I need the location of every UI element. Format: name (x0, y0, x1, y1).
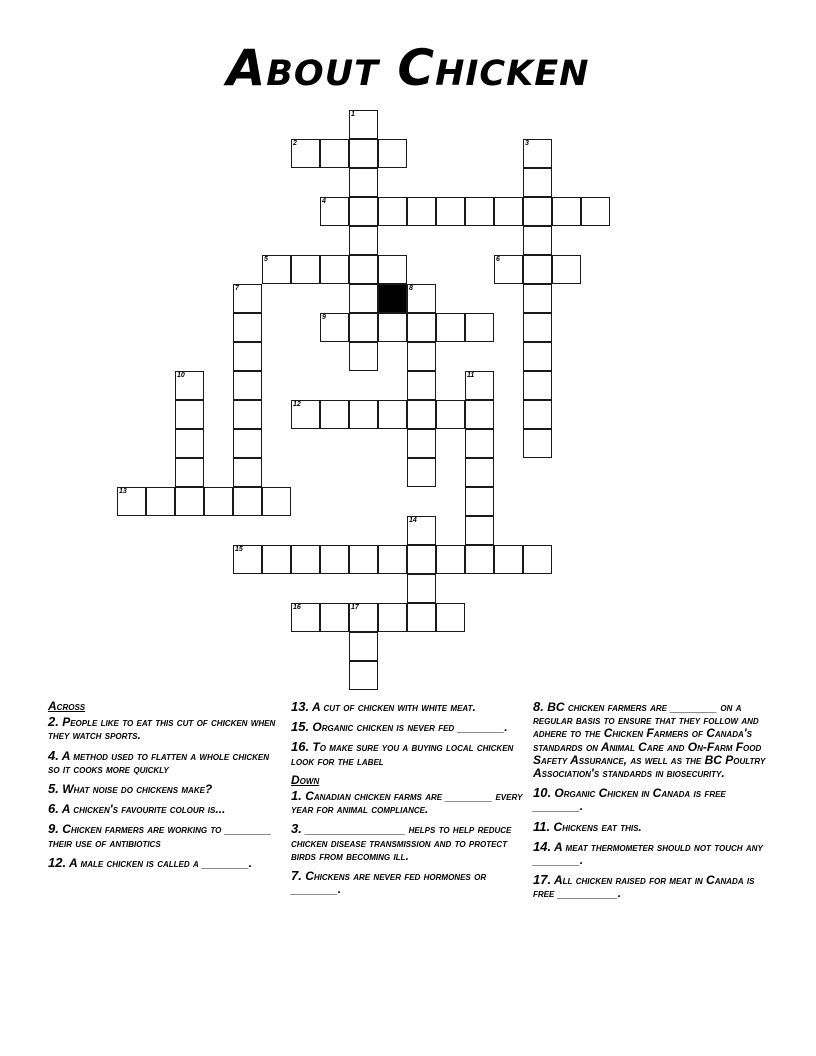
grid-cell[interactable] (523, 197, 552, 226)
grid-cell[interactable] (320, 139, 349, 168)
clue-across-15: 15. Organic chicken is never fed _______. (291, 719, 508, 735)
clue-number: 15 (235, 546, 243, 553)
grid-cell[interactable] (523, 429, 552, 458)
grid-cell[interactable] (436, 603, 465, 632)
clue-number: 4 (322, 198, 326, 205)
clue-across-6: 6. A chicken's favourite colour is... (48, 801, 226, 817)
grid-cell[interactable] (233, 313, 262, 342)
grid-cell[interactable] (204, 487, 233, 516)
clue-number: 5 (264, 256, 268, 263)
grid-cell[interactable] (349, 197, 378, 226)
grid-cell[interactable] (175, 400, 204, 429)
grid-cell[interactable] (407, 574, 436, 603)
clue-number: 3 (525, 140, 529, 147)
grid-cell[interactable] (320, 603, 349, 632)
grid-cell[interactable] (523, 226, 552, 255)
grid-cell[interactable] (233, 545, 262, 574)
grid-cell[interactable] (349, 632, 378, 661)
grid-cell[interactable] (175, 458, 204, 487)
clues-column-1 (48, 700, 276, 876)
clue-number: 17 (351, 604, 359, 611)
clues-column-3 (533, 700, 769, 907)
clue-down-10: 10. Organic Chicken in Canada is free _______. (533, 785, 726, 814)
grid-cell[interactable] (494, 545, 523, 574)
grid-cell[interactable] (378, 313, 407, 342)
grid-cell[interactable] (233, 400, 262, 429)
grid-cell[interactable] (465, 458, 494, 487)
grid-cell[interactable] (465, 487, 494, 516)
grid-cell[interactable] (349, 661, 378, 690)
clue-across-13: 13. A cut of chicken with white meat. (291, 699, 476, 714)
grid-cell[interactable] (523, 400, 552, 429)
grid-cell[interactable] (523, 313, 552, 342)
clue-number: 8 (409, 285, 413, 292)
grid-cell[interactable] (407, 342, 436, 371)
grid-cell[interactable] (175, 429, 204, 458)
grid-cell[interactable] (349, 139, 378, 168)
grid-cell[interactable] (349, 545, 378, 574)
black-cell (378, 284, 407, 313)
grid-cell[interactable] (407, 516, 436, 545)
grid-cell[interactable] (349, 226, 378, 255)
grid-cell[interactable] (320, 313, 349, 342)
grid-cell[interactable] (320, 255, 349, 284)
grid-cell[interactable] (465, 197, 494, 226)
grid-cell[interactable] (465, 545, 494, 574)
clue-number: 2 (293, 140, 297, 147)
across-heading: Across (48, 699, 86, 713)
clue-down-11: 11. Chickens eat this. (533, 818, 642, 834)
grid-cell[interactable] (378, 139, 407, 168)
grid-cell[interactable] (291, 255, 320, 284)
grid-cell[interactable] (436, 313, 465, 342)
clue-across-5: 5. What noise do chickens make? (48, 781, 213, 797)
grid-cell[interactable] (291, 545, 320, 574)
grid-cell[interactable] (349, 255, 378, 284)
grid-cell[interactable] (523, 255, 552, 284)
clue-across-16: 16. To make sure you a buying local chicken look for the label (291, 739, 514, 768)
clue-down-7: 7. Chickens are never fed hormones or _______. (291, 868, 487, 897)
clue-number: 11 (467, 372, 475, 379)
grid-cell[interactable] (465, 313, 494, 342)
grid-cell[interactable] (523, 342, 552, 371)
grid-cell[interactable] (349, 342, 378, 371)
clue-number: 7 (235, 285, 239, 292)
grid-cell[interactable] (378, 197, 407, 226)
clue-across-9: 9. Chicken farmers are working to _______ their use of antibiotics (48, 821, 272, 850)
grid-cell[interactable] (494, 255, 523, 284)
clue-number: 12 (293, 401, 301, 408)
clue-number: 10 (177, 372, 185, 379)
grid-cell[interactable] (407, 545, 436, 574)
grid-cell[interactable] (233, 342, 262, 371)
clue-across-4: 4. A method used to flatten a whole chicken so it cooks more quickly (48, 747, 269, 776)
grid-cell[interactable] (349, 168, 378, 197)
clue-down-3: 3. _______________ helps to help reduce chicken disease transmission and to protect birds from becoming ill. (291, 821, 512, 863)
clue-down-17: 17. All chicken raised for meat in Canada is free _________. (533, 872, 755, 901)
grid-cell[interactable] (320, 545, 349, 574)
grid-cell[interactable] (523, 545, 552, 574)
grid-cell[interactable] (349, 110, 378, 139)
page-title: About Chicken (226, 39, 590, 97)
grid-cell[interactable] (552, 197, 581, 226)
grid-cell[interactable] (494, 197, 523, 226)
grid-cell[interactable] (523, 139, 552, 168)
clue-across-12: 12. A male chicken is called a _______. (48, 854, 253, 870)
grid-cell[interactable] (146, 487, 175, 516)
grid-cell[interactable] (349, 603, 378, 632)
grid-cell[interactable] (378, 255, 407, 284)
grid-cell[interactable] (233, 429, 262, 458)
grid-cell[interactable] (378, 545, 407, 574)
grid-cell[interactable] (117, 487, 146, 516)
down-heading: Down (291, 772, 320, 787)
grid-cell[interactable] (233, 371, 262, 400)
grid-cell[interactable] (407, 313, 436, 342)
clue-number: 13 (119, 488, 127, 495)
grid-cell[interactable] (407, 371, 436, 400)
grid-cell[interactable] (523, 168, 552, 197)
grid-cell[interactable] (175, 487, 204, 516)
grid-cell[interactable] (407, 284, 436, 313)
grid-cell[interactable] (233, 458, 262, 487)
grid-cell[interactable] (465, 400, 494, 429)
grid-cell[interactable] (378, 400, 407, 429)
grid-cell[interactable] (581, 197, 610, 226)
grid-cell[interactable] (291, 139, 320, 168)
clue-number: 9 (322, 314, 326, 321)
grid-cell[interactable] (291, 603, 320, 632)
clue-number: 14 (409, 517, 417, 524)
clue-number: 16 (293, 604, 301, 611)
grid-cell[interactable] (233, 284, 262, 313)
grid-cell[interactable] (465, 371, 494, 400)
grid-cell[interactable] (407, 400, 436, 429)
grid-cell[interactable] (407, 603, 436, 632)
grid-cell[interactable] (407, 429, 436, 458)
grid-cell[interactable] (320, 197, 349, 226)
grid-cell[interactable] (291, 400, 320, 429)
grid-cell[interactable] (436, 197, 465, 226)
clue-across-2: 2. People like to eat this cut of chicken when they watch sports. (48, 714, 276, 743)
grid-cell[interactable] (262, 545, 291, 574)
clue-number: 1 (351, 111, 355, 118)
grid-cell[interactable] (378, 603, 407, 632)
grid-cell[interactable] (175, 371, 204, 400)
grid-cell[interactable] (262, 487, 291, 516)
grid-cell[interactable] (465, 516, 494, 545)
grid-cell[interactable] (349, 400, 378, 429)
clue-down-14: 14. A meat thermometer should not touch any _______. (533, 838, 763, 868)
grid-cell[interactable] (349, 284, 378, 313)
grid-cell[interactable] (552, 255, 581, 284)
clue-down-8: 8. BC chicken farmers are _______ on a regular basis to ensure that they follow and adhere to the Chicken Farmers of Canada's standards on Animal Care and On-Farm Food Safety Assurance, as well as the BC Poultry Association's standards in biosecurity. (533, 699, 766, 781)
grid-cell[interactable] (320, 400, 349, 429)
grid-cell[interactable] (436, 545, 465, 574)
clue-down-1: 1. Canadian chicken farms are _______ every year for animal compliance. (291, 788, 523, 817)
grid-cell[interactable] (349, 313, 378, 342)
grid-cell[interactable] (233, 487, 262, 516)
grid-cell[interactable] (407, 197, 436, 226)
grid-cell[interactable] (523, 284, 552, 313)
grid-cell[interactable] (407, 458, 436, 487)
grid-cell[interactable] (436, 400, 465, 429)
grid-cell[interactable] (465, 429, 494, 458)
clues-column-2 (291, 700, 527, 902)
grid-cell[interactable] (262, 255, 291, 284)
clue-number: 6 (496, 256, 500, 263)
grid-cell[interactable] (523, 371, 552, 400)
